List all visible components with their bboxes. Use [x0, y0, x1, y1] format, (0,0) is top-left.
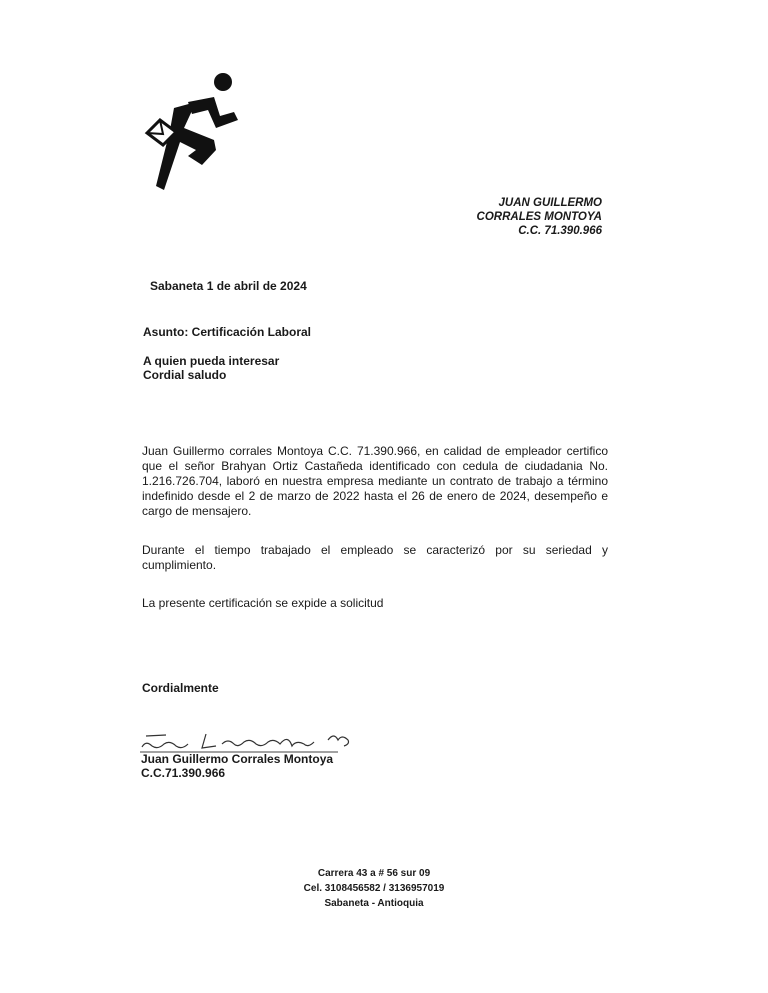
signer-id: C.C.71.390.966 — [141, 766, 226, 780]
greeting-line2: Cordial saludo — [143, 368, 227, 382]
sender-id: C.C. 71.390.966 — [518, 225, 602, 237]
signer-block — [141, 752, 333, 780]
sender-name-line2: CORRALES MONTOYA — [476, 211, 602, 223]
letter-closing: Cordialmente — [142, 681, 219, 695]
letter-date: Sabaneta 1 de abril de 2024 — [150, 279, 307, 293]
running-courier-icon — [144, 70, 252, 196]
body-paragraph-3: La presente certificación se expide a solicitud — [142, 596, 384, 610]
handwritten-signature — [138, 728, 358, 754]
signer-name: Juan Guillermo Corrales Montoya — [141, 752, 334, 766]
body-paragraph-1: Juan Guillermo corrales Montoya C.C. 71.390.966, en calidad de empleador certifico que el señor Brahyan Ortiz Castañeda identificado con cedula de ciudadania No. 1.216.726.704, laboró en nuestra empresa mediante un contrato de trabajo a término indefinido desde el 2 de marzo de 2022 hasta el 26 de enero de 2024, desempeño e cargo de mensajero. — [142, 444, 608, 518]
sender-name-line1: JUAN GUILLERMO — [498, 197, 602, 209]
footer-phone: Cel. 3108456582 / 3136957019 — [303, 883, 445, 894]
body-paragraph-2: Durante el tiempo trabajado el empleado se caracterizó por su seriedad y cumplimiento. — [142, 543, 608, 572]
letter-subject: Asunto: Certificación Laboral — [143, 325, 312, 339]
greeting-line1: A quien pueda interesar — [143, 354, 280, 368]
footer-city: Sabaneta - Antioquia — [324, 898, 424, 909]
sender-block — [477, 196, 602, 238]
letter-greeting — [143, 354, 279, 382]
footer-address: Carrera 43 a # 56 sur 09 — [317, 868, 431, 879]
letter-footer — [284, 866, 464, 911]
